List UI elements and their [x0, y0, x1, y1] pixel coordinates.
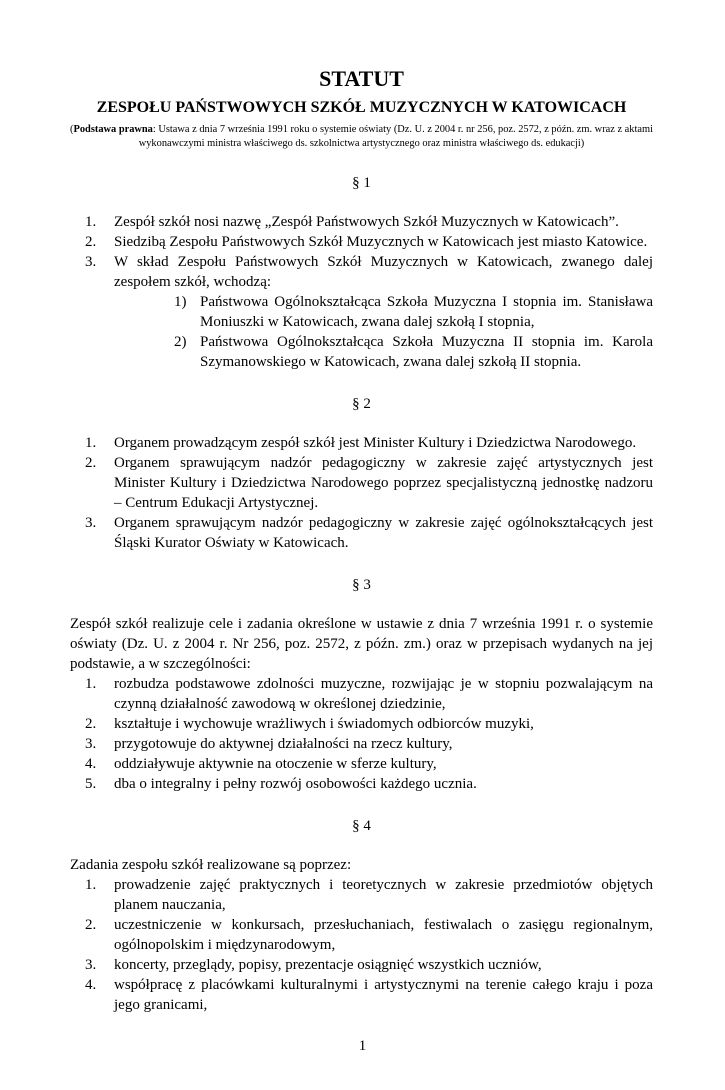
- item-number: 2.: [85, 716, 97, 732]
- item-number: 1.: [85, 435, 97, 451]
- item-text: dba o integralny i pełny rozwój osobowości każdego ucznia.: [114, 776, 477, 792]
- item-number: 4.: [85, 977, 97, 993]
- item-number: 1.: [85, 877, 97, 893]
- subitem-text: Państwowa Ogólnokształcąca Szkoła Muzyczna II stopnia im. Karola Szymanowskiego w Katowicach, zwana dalej szkołą II stopnia.: [200, 334, 653, 370]
- item-text: Organem sprawującym nadzór pedagogiczny w zakresie zajęć ogólnokształcących jest Śląski Kurator Oświaty w Katowicach.: [114, 515, 653, 551]
- section-1-list: [70, 212, 653, 292]
- item-text: Organem sprawującym nadzór pedagogiczny w zakresie zajęć artystycznych jest Minister Kultury i Dziedzictwa Narodowego poprzez specjalistyczną jednostkę nadzoru – Centrum Edukacji Artystycznej.: [114, 455, 653, 511]
- section-4-intro: Zadania zespołu szkół realizowane są poprzez:: [70, 857, 352, 873]
- item-number: 2.: [85, 917, 97, 933]
- item-number: 3.: [85, 736, 97, 752]
- item-text: kształtuje i wychowuje wrażliwych i świadomych odbiorców muzyki,: [114, 716, 534, 732]
- list-item: [70, 734, 653, 754]
- list-item: [70, 955, 653, 975]
- list-item: [70, 774, 653, 794]
- list-item: [70, 252, 653, 292]
- section-3-list: [70, 674, 653, 794]
- section-heading-1: § 1: [352, 175, 371, 191]
- subitem-number: 1): [174, 294, 187, 310]
- legal-basis-open: (: [70, 124, 74, 135]
- list-item: [70, 754, 653, 774]
- item-number: 3.: [85, 254, 97, 270]
- item-text: Organem prowadzącym zespół szkół jest Minister Kultury i Dziedzictwa Narodowego.: [114, 435, 637, 451]
- list-item: [70, 433, 653, 453]
- item-text: prowadzenie zajęć praktycznych i teoretycznych w zakresie przedmiotów objętych planem nauczania,: [114, 877, 653, 913]
- document-subtitle: ZESPOŁU PAŃSTWOWYCH SZKÓŁ MUZYCZNYCH W KATOWICACH: [96, 99, 627, 116]
- list-item: [70, 674, 653, 714]
- legal-basis-text: : Ustawa z dnia 7 września 1991 roku o systemie oświaty (Dz. U. z 2004 r. nr 256, poz. 2572, z późn. zm. wraz z aktami wykonawczymi ministra właściwego ds. szkolnictwa artystycznego oraz ministra właściwego ds. edukacji): [138, 124, 653, 149]
- item-number: 5.: [85, 776, 97, 792]
- item-number: 3.: [85, 515, 97, 531]
- legal-basis: [70, 123, 653, 151]
- section-heading-4: § 4: [352, 818, 371, 834]
- list-item: [70, 915, 653, 955]
- item-number: 1.: [85, 676, 97, 692]
- item-text: współpracę z placówkami kulturalnymi i artystycznymi na terenie całego kraju i poza jego granicami,: [114, 977, 653, 1013]
- subitem-number: 2): [174, 334, 187, 350]
- item-text: uczestniczenie w konkursach, przesłuchaniach, festiwalach o zasięgu regionalnym, ogólnopolskim i międzynarodowym,: [114, 917, 653, 953]
- subitem-text: Państwowa Ogólnokształcąca Szkoła Muzyczna I stopnia im. Stanisława Moniuszki w Katowicach, zwana dalej szkołą I stopnia,: [200, 294, 653, 330]
- sublist-item: [70, 292, 653, 332]
- section-4-list: [70, 875, 653, 1015]
- section-1-sublist: [70, 292, 653, 372]
- item-text: rozbudza podstawowe zdolności muzyczne, rozwijając je w stopniu pozwalającym na czynną działalność zawodową w określonej dziedzinie,: [114, 676, 653, 712]
- document-page: [0, 66, 725, 1090]
- list-item: [70, 232, 653, 252]
- item-text: oddziaływuje aktywnie na otoczenie w sferze kultury,: [114, 756, 437, 772]
- list-item: [70, 513, 653, 553]
- item-text: W skład Zespołu Państwowych Szkół Muzycznych w Katowicach, zwanego dalej zespołem szkół, wchodzą:: [114, 254, 653, 290]
- list-item: [70, 975, 653, 1015]
- item-number: 4.: [85, 756, 97, 772]
- section-2-list: [70, 433, 653, 553]
- sublist-item: [70, 332, 653, 372]
- list-item: [70, 212, 653, 232]
- list-item: [70, 875, 653, 915]
- item-number: 3.: [85, 957, 97, 973]
- item-number: 2.: [85, 234, 97, 250]
- item-text: przygotowuje do aktywnej działalności na rzecz kultury,: [114, 736, 453, 752]
- item-number: 2.: [85, 455, 97, 471]
- item-text: Zespół szkół nosi nazwę „Zespół Państwowych Szkół Muzycznych w Katowicach”.: [114, 214, 619, 230]
- section-3-intro: Zespół szkół realizuje cele i zadania określone w ustawie z dnia 7 września 1991 r. o systemie oświaty (Dz. U. z 2004 r. Nr 256, poz. 2572, z późn. zm.) oraz w przepisach wydanych na jej podstawie, a w szczególności:: [70, 616, 653, 672]
- page-number: 1: [358, 1038, 367, 1054]
- legal-basis-label: Podstawa prawna: [73, 124, 153, 135]
- item-text: Siedzibą Zespołu Państwowych Szkół Muzycznych w Katowicach jest miasto Katowice.: [114, 234, 648, 250]
- list-item: [70, 714, 653, 734]
- item-number: 1.: [85, 214, 97, 230]
- list-item: [70, 453, 653, 513]
- document-title: STATUT: [319, 66, 404, 91]
- item-text: koncerty, przeglądy, popisy, prezentacje osiągnięć wszystkich uczniów,: [114, 957, 542, 973]
- section-heading-2: § 2: [352, 396, 371, 412]
- section-heading-3: § 3: [352, 577, 371, 593]
